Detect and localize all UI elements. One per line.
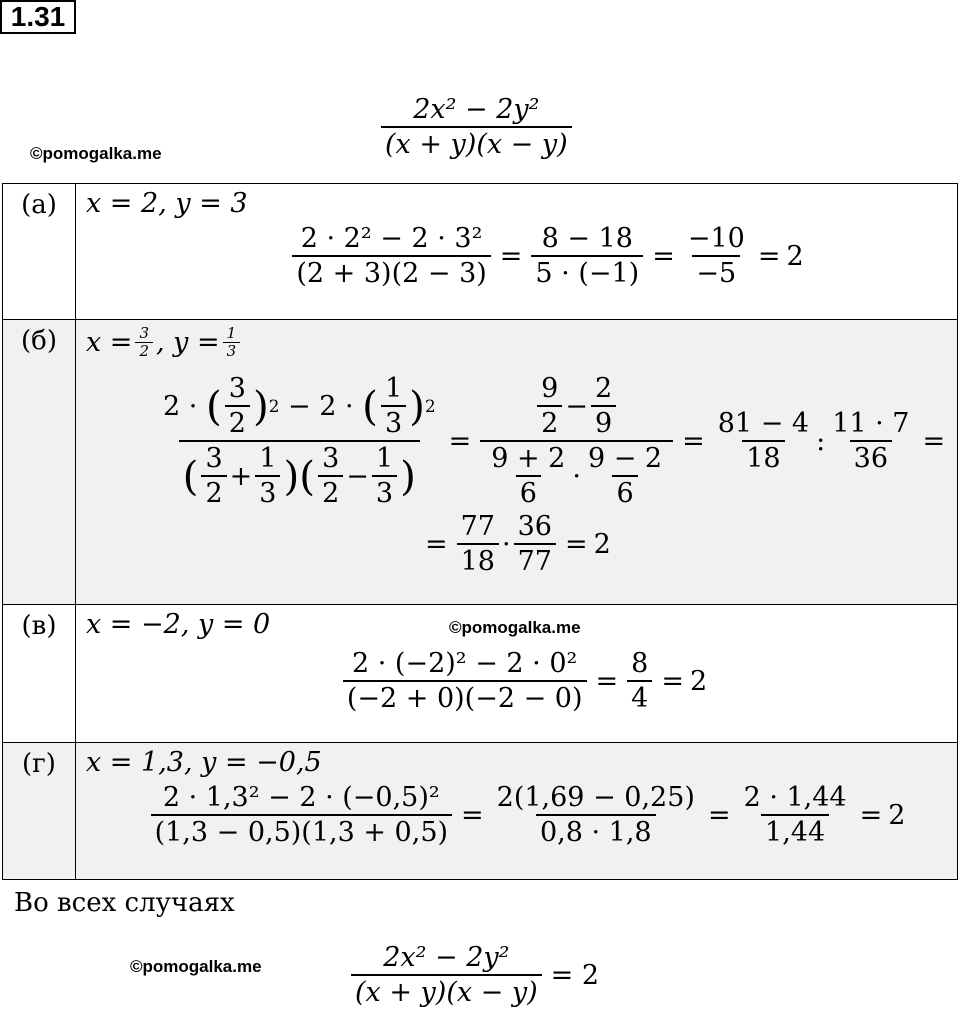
case-row-g: [3, 743, 958, 880]
calc-numerator: 8 − 18: [541, 223, 633, 254]
case-calculation: $\frac{\text{2 · 2² − 2 · 3²}}{(2 + 3)(2 - 3)}$ = $\frac{8 - 18}{5 \cdot (-1)}$ = $\frac{-10}{-5}$ = 2: [76, 225, 957, 287]
problem-number: 1.31: [0, 0, 76, 34]
case-content: [76, 184, 958, 320]
case-content: [76, 743, 958, 880]
main-expression: [378, 96, 575, 158]
case-label: (в): [3, 605, 76, 743]
case-label: (г): [3, 743, 76, 880]
case-values: x = −2, y = 0: [86, 609, 271, 640]
final-denominator: (x + y)(x − y): [351, 974, 542, 1006]
watermark-top: ©pomogalka.me: [30, 144, 162, 163]
final-result: = 2: [550, 959, 600, 991]
case-label: (а): [3, 184, 76, 320]
final-expression: [348, 944, 599, 1006]
expression-denominator: (x + y)(x − y): [381, 126, 572, 158]
case-result: 2: [593, 528, 611, 560]
calc-denominator: (2 + 3)(2 − 3): [292, 255, 490, 287]
watermark-middle: ©pomogalka.me: [449, 618, 581, 637]
case-values: x = $\frac{3}{2}$ , y = $\frac{1}{3}$: [76, 320, 957, 359]
case-calculation: $\frac{\text{2 · (−2)² − 2 · 0²}}{(-2 + 0)(-2 - 0)}$ = $\frac{8}{4}$ = 2: [76, 650, 957, 712]
calc-denominator: 5 · (−1): [531, 255, 643, 287]
case-content: [76, 605, 958, 743]
case-row-b: [3, 320, 958, 605]
case-result: 2: [786, 240, 804, 272]
solution-table: [2, 183, 958, 880]
calc-numerator: 2 · 2² − 2 · 3²: [300, 223, 483, 254]
watermark-bottom: ©pomogalka.me: [130, 957, 262, 976]
case-row-v: [3, 605, 958, 743]
calc-denominator: −5: [692, 255, 740, 287]
case-calculation: $\frac{\text{2 · 1,3² − 2 · (−0,5)²}}{(1,3 - 0,5)(1,3 + 0,5)}$ = $\frac{2(1,69 - 0,25)}{0,8 \cdot 1,8}$ = $\frac{2 \cdot 1,44}{1,44}$ = 2: [76, 784, 957, 846]
conclusion-text: Во всех случаях: [14, 888, 235, 918]
final-numerator: 2x² − 2y²: [383, 942, 510, 973]
case-values: x = 1,3, y = −0,5: [86, 747, 322, 778]
case-result: 2: [888, 799, 906, 831]
case-result: 2: [689, 665, 708, 697]
case-values: x = 2, y = 3: [86, 188, 248, 219]
case-calculation-continued: = $\frac{77}{18}$ · $\frac{36}{77}$ = 2: [425, 511, 611, 577]
case-label: (б): [3, 320, 76, 605]
case-calculation: 2 · ( $\frac{3}{2}$ ) 2 − 2 · ( $\frac{1}{3}$ ) 2 ( $\frac{3}{2}$ + $\frac{1}{3}$ ) ( $\frac{3}{2}$ − $\frac{1}{3}$ ) = $\frac{9}{2}$ − $\frac{2}{9}$ $\frac{9 + 2}{6}$ · $\frac{9 - 2}{6}$ = $\frac{81 - 4}{18}$ : $\frac{11 \cdot 7}{36}$ =: [163, 373, 946, 509]
case-content: [76, 320, 958, 605]
expression-numerator: 2x² − 2y²: [413, 94, 540, 125]
case-row-a: [3, 184, 958, 320]
calc-numerator: −10: [687, 223, 745, 254]
